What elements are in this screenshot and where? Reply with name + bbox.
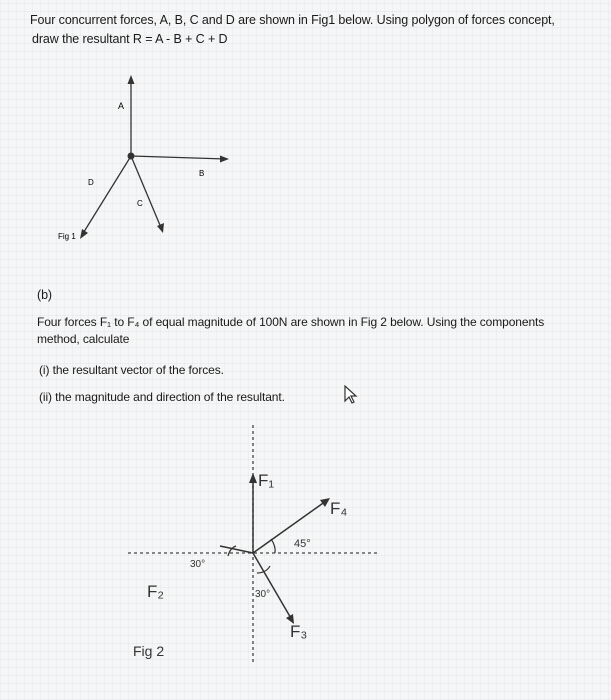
label-f3: F₃ — [290, 622, 308, 641]
q1-line-1: Four concurrent forces, A, B, C and D are shown in Fig1 below. Using polygon of forces concept, — [30, 13, 555, 27]
force-f1-arrowhead — [249, 473, 257, 483]
angle-30-arc-down — [257, 566, 270, 573]
fig1-label: Fig 1 — [58, 232, 76, 241]
q2-item-2: (ii) the magnitude and direction of the resultant. — [39, 390, 285, 404]
q2-item-1: (i) the resultant vector of the forces. — [39, 363, 224, 377]
q2-line-1: Four forces F₁ to F₄ of equal magnitude of 100N are shown in Fig 2 below. Using the components — [37, 315, 545, 329]
q1-line-2: draw the resultant R = A - B + C + D — [32, 32, 228, 46]
fig2-label: Fig 2 — [133, 643, 165, 659]
label-a: A — [118, 101, 125, 111]
label-f1: F₁ — [258, 471, 275, 490]
label-angle-30-left: 30° — [190, 559, 206, 570]
q2-part-label: (b) — [37, 288, 52, 302]
label-f2: F₂ — [147, 582, 164, 601]
force-f2-line — [220, 546, 253, 553]
force-f4-line — [253, 501, 326, 553]
label-f4: F₄ — [330, 499, 348, 518]
angle-45-arc — [271, 539, 275, 553]
label-c: C — [137, 199, 143, 208]
label-d: D — [88, 178, 94, 187]
label-angle-30-down: 30° — [255, 589, 271, 600]
force-f3-line — [253, 553, 292, 620]
force-f4-arrowhead — [320, 498, 330, 507]
label-b: B — [199, 169, 205, 178]
q2-line-2: method, calculate — [37, 332, 130, 346]
label-angle-45: 45° — [294, 538, 311, 550]
